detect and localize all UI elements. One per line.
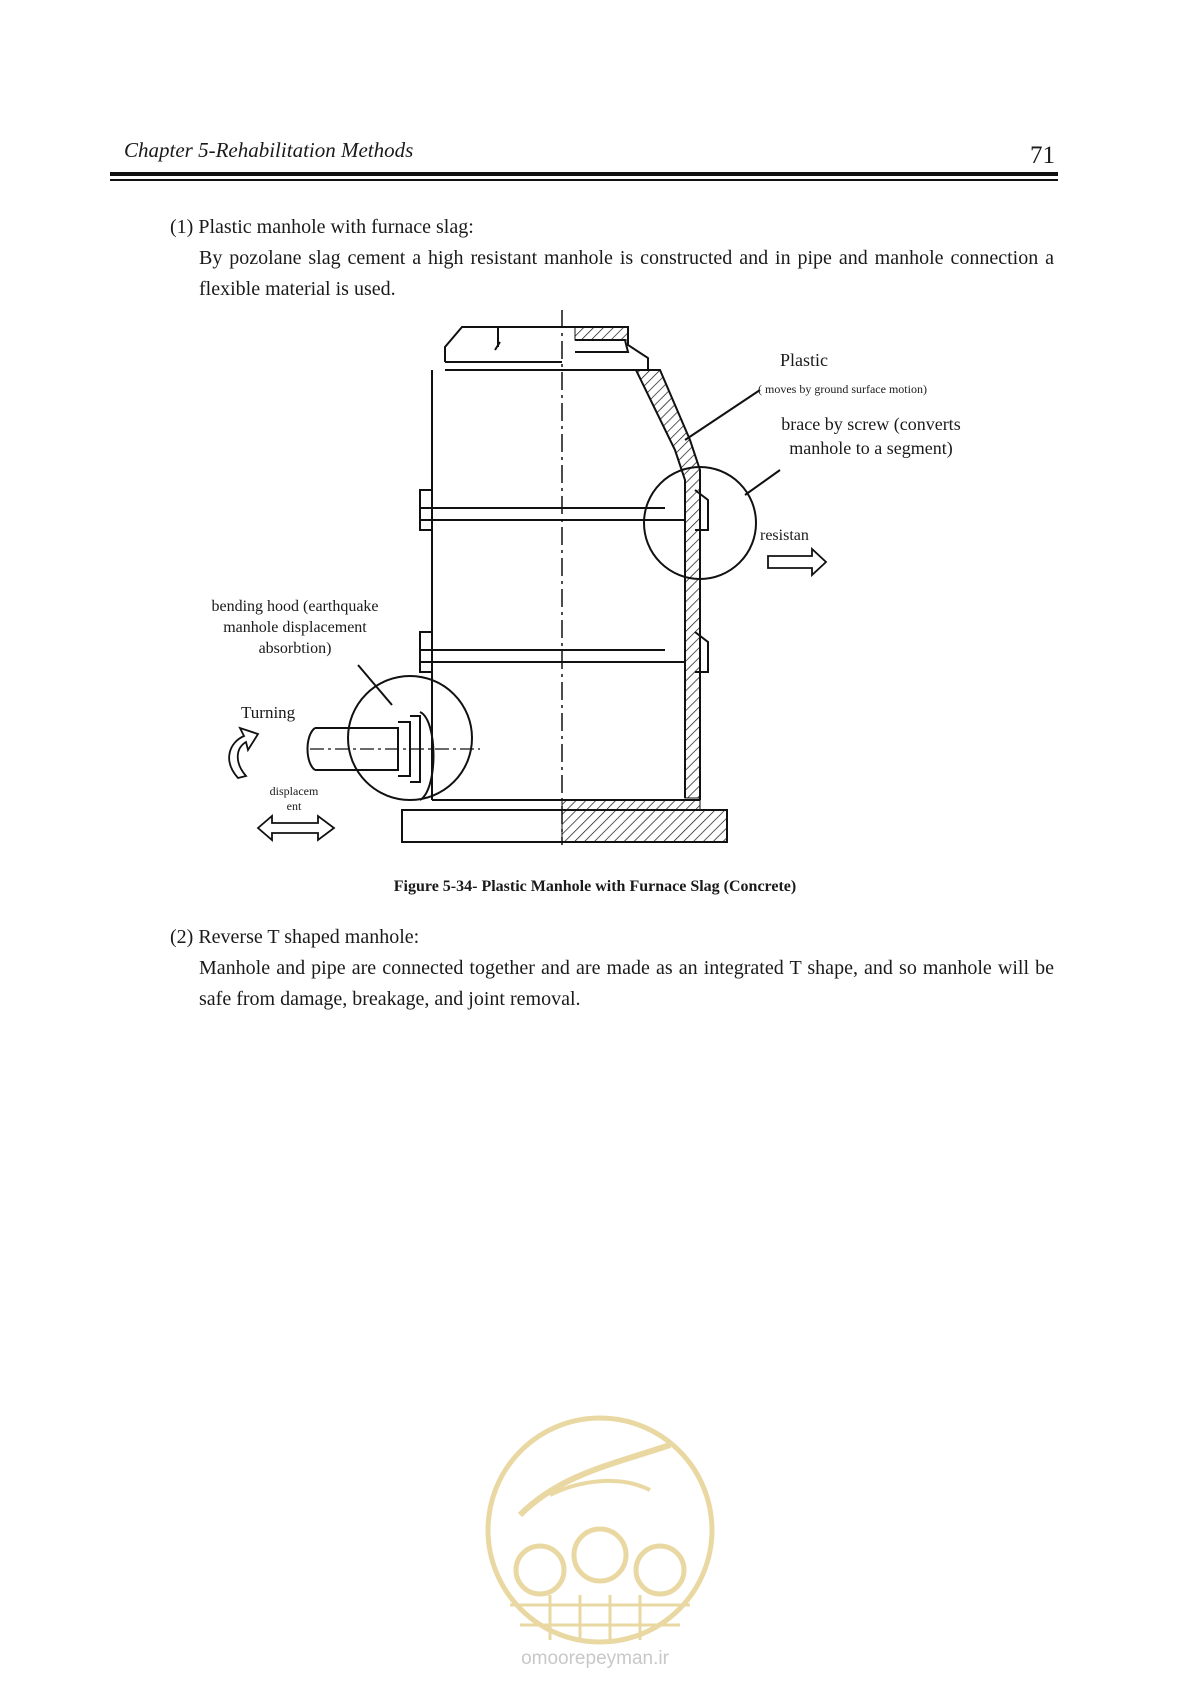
label-displacem-2: ent <box>286 799 302 813</box>
section2-body: Manhole and pipe are connected together and are made as an integrated T shape, and so manhole will be safe from damage, breakage, and joint removal. <box>199 957 1054 1010</box>
section1-heading: (1) Plastic manhole with furnace slag: <box>170 216 474 238</box>
figure-caption: Figure 5-34- Plastic Manhole with Furnace Slag (Concrete) <box>393 878 797 895</box>
chapter-title: Chapter 5-Rehabilitation Methods <box>124 138 414 162</box>
label-bending-3: absorbtion) <box>258 640 332 657</box>
section1-body: By pozolane slag cement a high resistant manhole is constructed and in pipe and manhole connection a flexible material is used. <box>199 247 1054 300</box>
page-number: 71 <box>1030 142 1055 169</box>
label-turning: Turning <box>241 703 296 722</box>
watermark-site-text: omoorepeyman.ir <box>521 1648 669 1669</box>
label-displacem-1: displacem <box>269 784 319 798</box>
label-bending-2: manhole displacement <box>223 619 367 636</box>
label-moves: ( moves by ground surface motion) <box>758 382 927 396</box>
watermark-emblem <box>480 1405 720 1665</box>
label-brace-1: brace by screw (converts <box>781 414 961 434</box>
label-bending-1: bending hood (earthquake <box>211 598 379 615</box>
section2-heading: (2) Reverse T shaped manhole: <box>170 926 420 948</box>
label-brace-2: manhole to a segment) <box>789 438 953 458</box>
label-resistan: resistan <box>760 527 809 544</box>
label-plastic: Plastic <box>780 350 828 370</box>
